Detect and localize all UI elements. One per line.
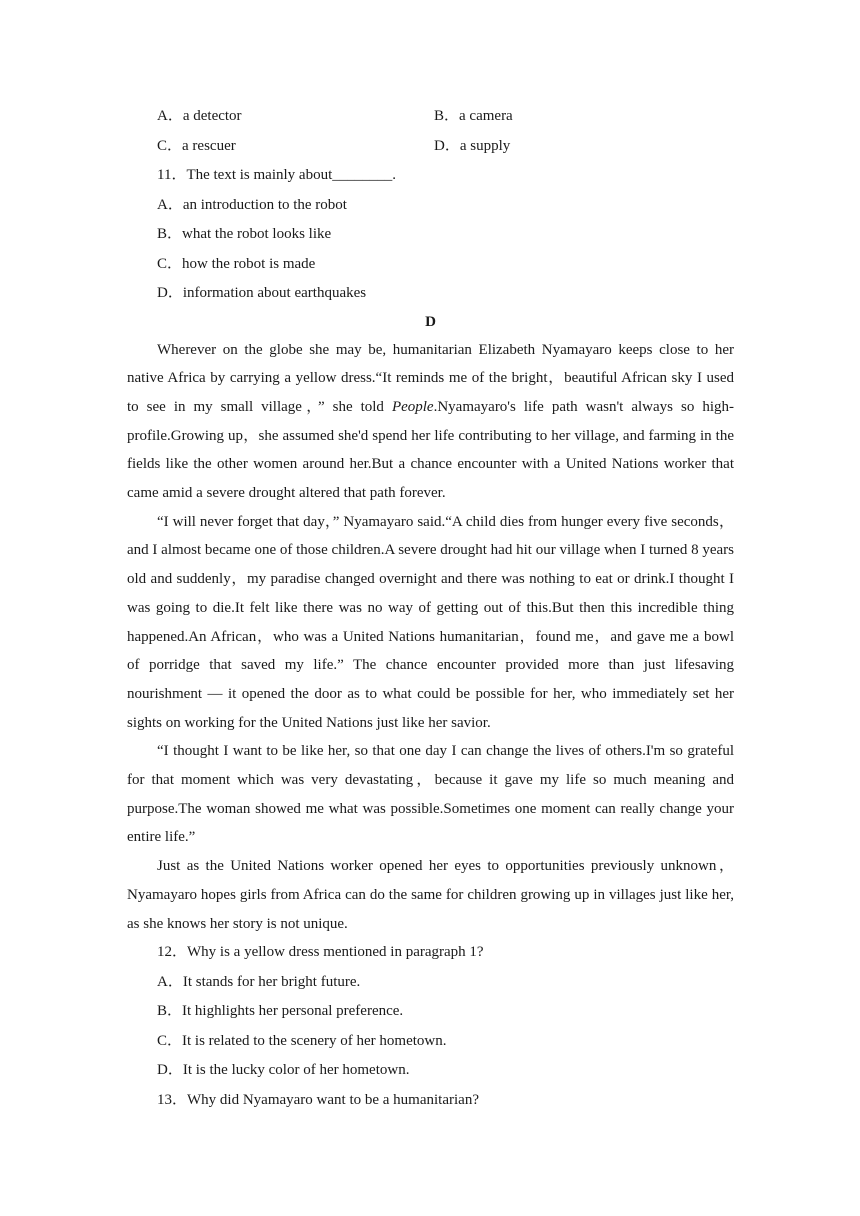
- magazine-name: People: [391, 398, 434, 415]
- q12-option-a: A．It stands for her bright future.: [157, 973, 361, 990]
- q12-option-d: D．It is the lucky color of her hometown.: [157, 1062, 410, 1079]
- q11-option-b: B．what the robot looks like: [157, 226, 332, 242]
- passage-paragraph-3: “I thought I want to be like her, so that one day I can change the lives of others.I'm so grateful for that moment which was very devastating，because it gave my life so much meaning and purpose.The woman showed me what was possible.Sometimes one moment can really change your entire life.”: [127, 743, 734, 846]
- q10-options-row-1: [127, 102, 734, 132]
- section-title: D: [425, 313, 436, 330]
- q11-option-a: A．an introduction to the robot: [157, 196, 347, 213]
- q10-option-b: B．a camera: [434, 108, 513, 124]
- q10-options-row-2: [127, 132, 734, 162]
- q12-option-c: C．It is related to the scenery of her hometown.: [157, 1032, 447, 1049]
- passage-paragraph-2: “I will never forget that day，” Nyamayaro said.“A child dies from hunger every five seconds，and I almost became one of those children.A severe drought had hit our village when I turned 8 years old and suddenly，my paradise changed overnight and there was nothing to eat or drink.I thought I was going to die.It felt like there was no way of getting out of this.But then this incredible thing happened.An African，who was a United Nations humanitarian，found me，and gave me a bowl of porridge that saved my life.” The chance encounter provided more than just lifesaving nourishment — it opened the door as to what could be possible for her, who immediately set her sights on working for the United Nations just like her savior.: [127, 513, 734, 731]
- q12-stem: 12．Why is a yellow dress mentioned in paragraph 1?: [157, 944, 484, 961]
- passage-paragraph-4: Just as the United Nations worker opened her eyes to opportunities previously unknown，Nyamayaro hopes girls from Africa can do the same for children growing up in villages just like her, as she knows her story is not unique.: [127, 858, 734, 932]
- passage-paragraph-1: Wherever on the globe she may be, humanitarian Elizabeth Nyamayaro keeps close to her native Africa by carrying a yellow dress.“It reminds me of the bright，beautiful African sky I used to see in my small village，” she told People.Nyamayaro's life path wasn't always so high-profile.Growing up，she assumed she'd spend her life contributing to her village, and farming in the fields like the other women around her.But a chance encounter with a United Nations worker that came amid a severe drought altered that path forever.: [127, 341, 734, 502]
- q13-stem: 13．Why did Nyamayaro want to be a humanitarian?: [157, 1091, 479, 1108]
- document-content: [127, 102, 734, 1115]
- q11-option-c: C．how the robot is made: [157, 255, 316, 272]
- q10-option-d: D．a supply: [434, 137, 511, 154]
- q10-option-a: A．a detector: [157, 108, 242, 124]
- q11-option-d: D．information about earthquakes: [157, 285, 367, 301]
- q11-stem: 11．The text is mainly about________.: [157, 167, 396, 183]
- q10-option-c: C．a rescuer: [157, 137, 236, 154]
- q12-option-b: B．It highlights her personal preference.: [157, 1003, 404, 1020]
